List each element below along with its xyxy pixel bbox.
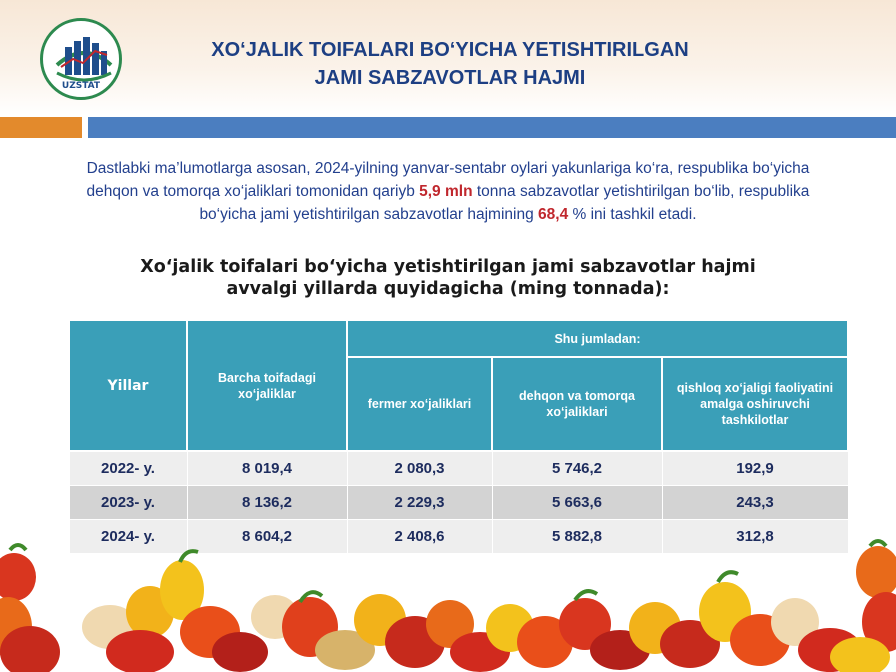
cell-dehqon: 5 882,8 — [492, 519, 662, 553]
cell-all: 8 604,2 — [187, 519, 347, 553]
cell-org: 192,9 — [662, 451, 848, 485]
intro-highlight-1: 5,9 mln — [419, 183, 473, 200]
cell-farmer: 2 408,6 — [347, 519, 492, 553]
page-title — [130, 36, 770, 92]
orange-divider — [0, 117, 82, 138]
cell-dehqon: 5 663,6 — [492, 485, 662, 519]
title-line-2: JAMI SABZAVOTLAR HAJMI — [314, 67, 586, 89]
intro-highlight-2: 68,4 — [538, 206, 569, 223]
header-years: Yillar — [69, 320, 187, 451]
intro-text-1: Dastlabki ma’lumotlarga asosan, 2024-yilning yanvar-sentabr oylari yakunlariga ko‘ra, respublika bo‘yicha dehqon va tomorqa xo‘jaliklari tomonidan qariyb — [86, 160, 810, 200]
cell-org: 243,3 — [662, 485, 848, 519]
subtitle-line-1: Xo‘jalik toifalari bo‘yicha yetishtirilgan jami sabzavotlar hajmi — [140, 257, 756, 277]
logo-text: UZSTAT — [61, 81, 101, 91]
header-all-categories: Barcha toifadagi xo‘jaliklar — [187, 320, 347, 451]
cell-year: 2022- y. — [69, 451, 187, 485]
cell-year: 2024- y. — [69, 519, 187, 553]
cell-all: 8 019,4 — [187, 451, 347, 485]
header-dehqon: dehqon va tomorqa xo‘jaliklari — [492, 357, 662, 451]
cell-farmer: 2 229,3 — [347, 485, 492, 519]
blue-divider — [88, 117, 896, 138]
table-subtitle — [90, 256, 806, 300]
cell-year: 2023- y. — [69, 485, 187, 519]
subtitle-line-2: avvalgi yillarda quyidagicha (ming tonnada): — [226, 279, 670, 299]
cell-farmer: 2 080,3 — [347, 451, 492, 485]
cell-dehqon: 5 746,2 — [492, 451, 662, 485]
cell-all: 8 136,2 — [187, 485, 347, 519]
logo — [40, 18, 122, 100]
table-row — [69, 485, 848, 519]
intro-text-2: tonna sabzavotlar yetishtirilgan bo‘lib, respublika bo‘yicha jami yetishtirilgan sabzavotlar hajmining — [199, 183, 810, 223]
header-organizations: qishloq xo‘jaligi faoliyatini amalga oshiruvchi tashkilotlar — [662, 357, 848, 451]
vegetables-decoration — [0, 532, 896, 672]
header-farmer: fermer xo‘jaliklari — [347, 357, 492, 451]
table-row — [69, 451, 848, 485]
header-including: Shu jumladan: — [347, 320, 848, 357]
cell-org: 312,8 — [662, 519, 848, 553]
intro-paragraph — [70, 157, 826, 226]
intro-text-3: % ini tashkil etadi. — [568, 206, 697, 223]
vegetable-volume-table — [68, 319, 849, 554]
title-line-1: XO‘JALIK TOIFALARI BO‘YICHA YETISHTIRILGAN — [211, 39, 689, 61]
